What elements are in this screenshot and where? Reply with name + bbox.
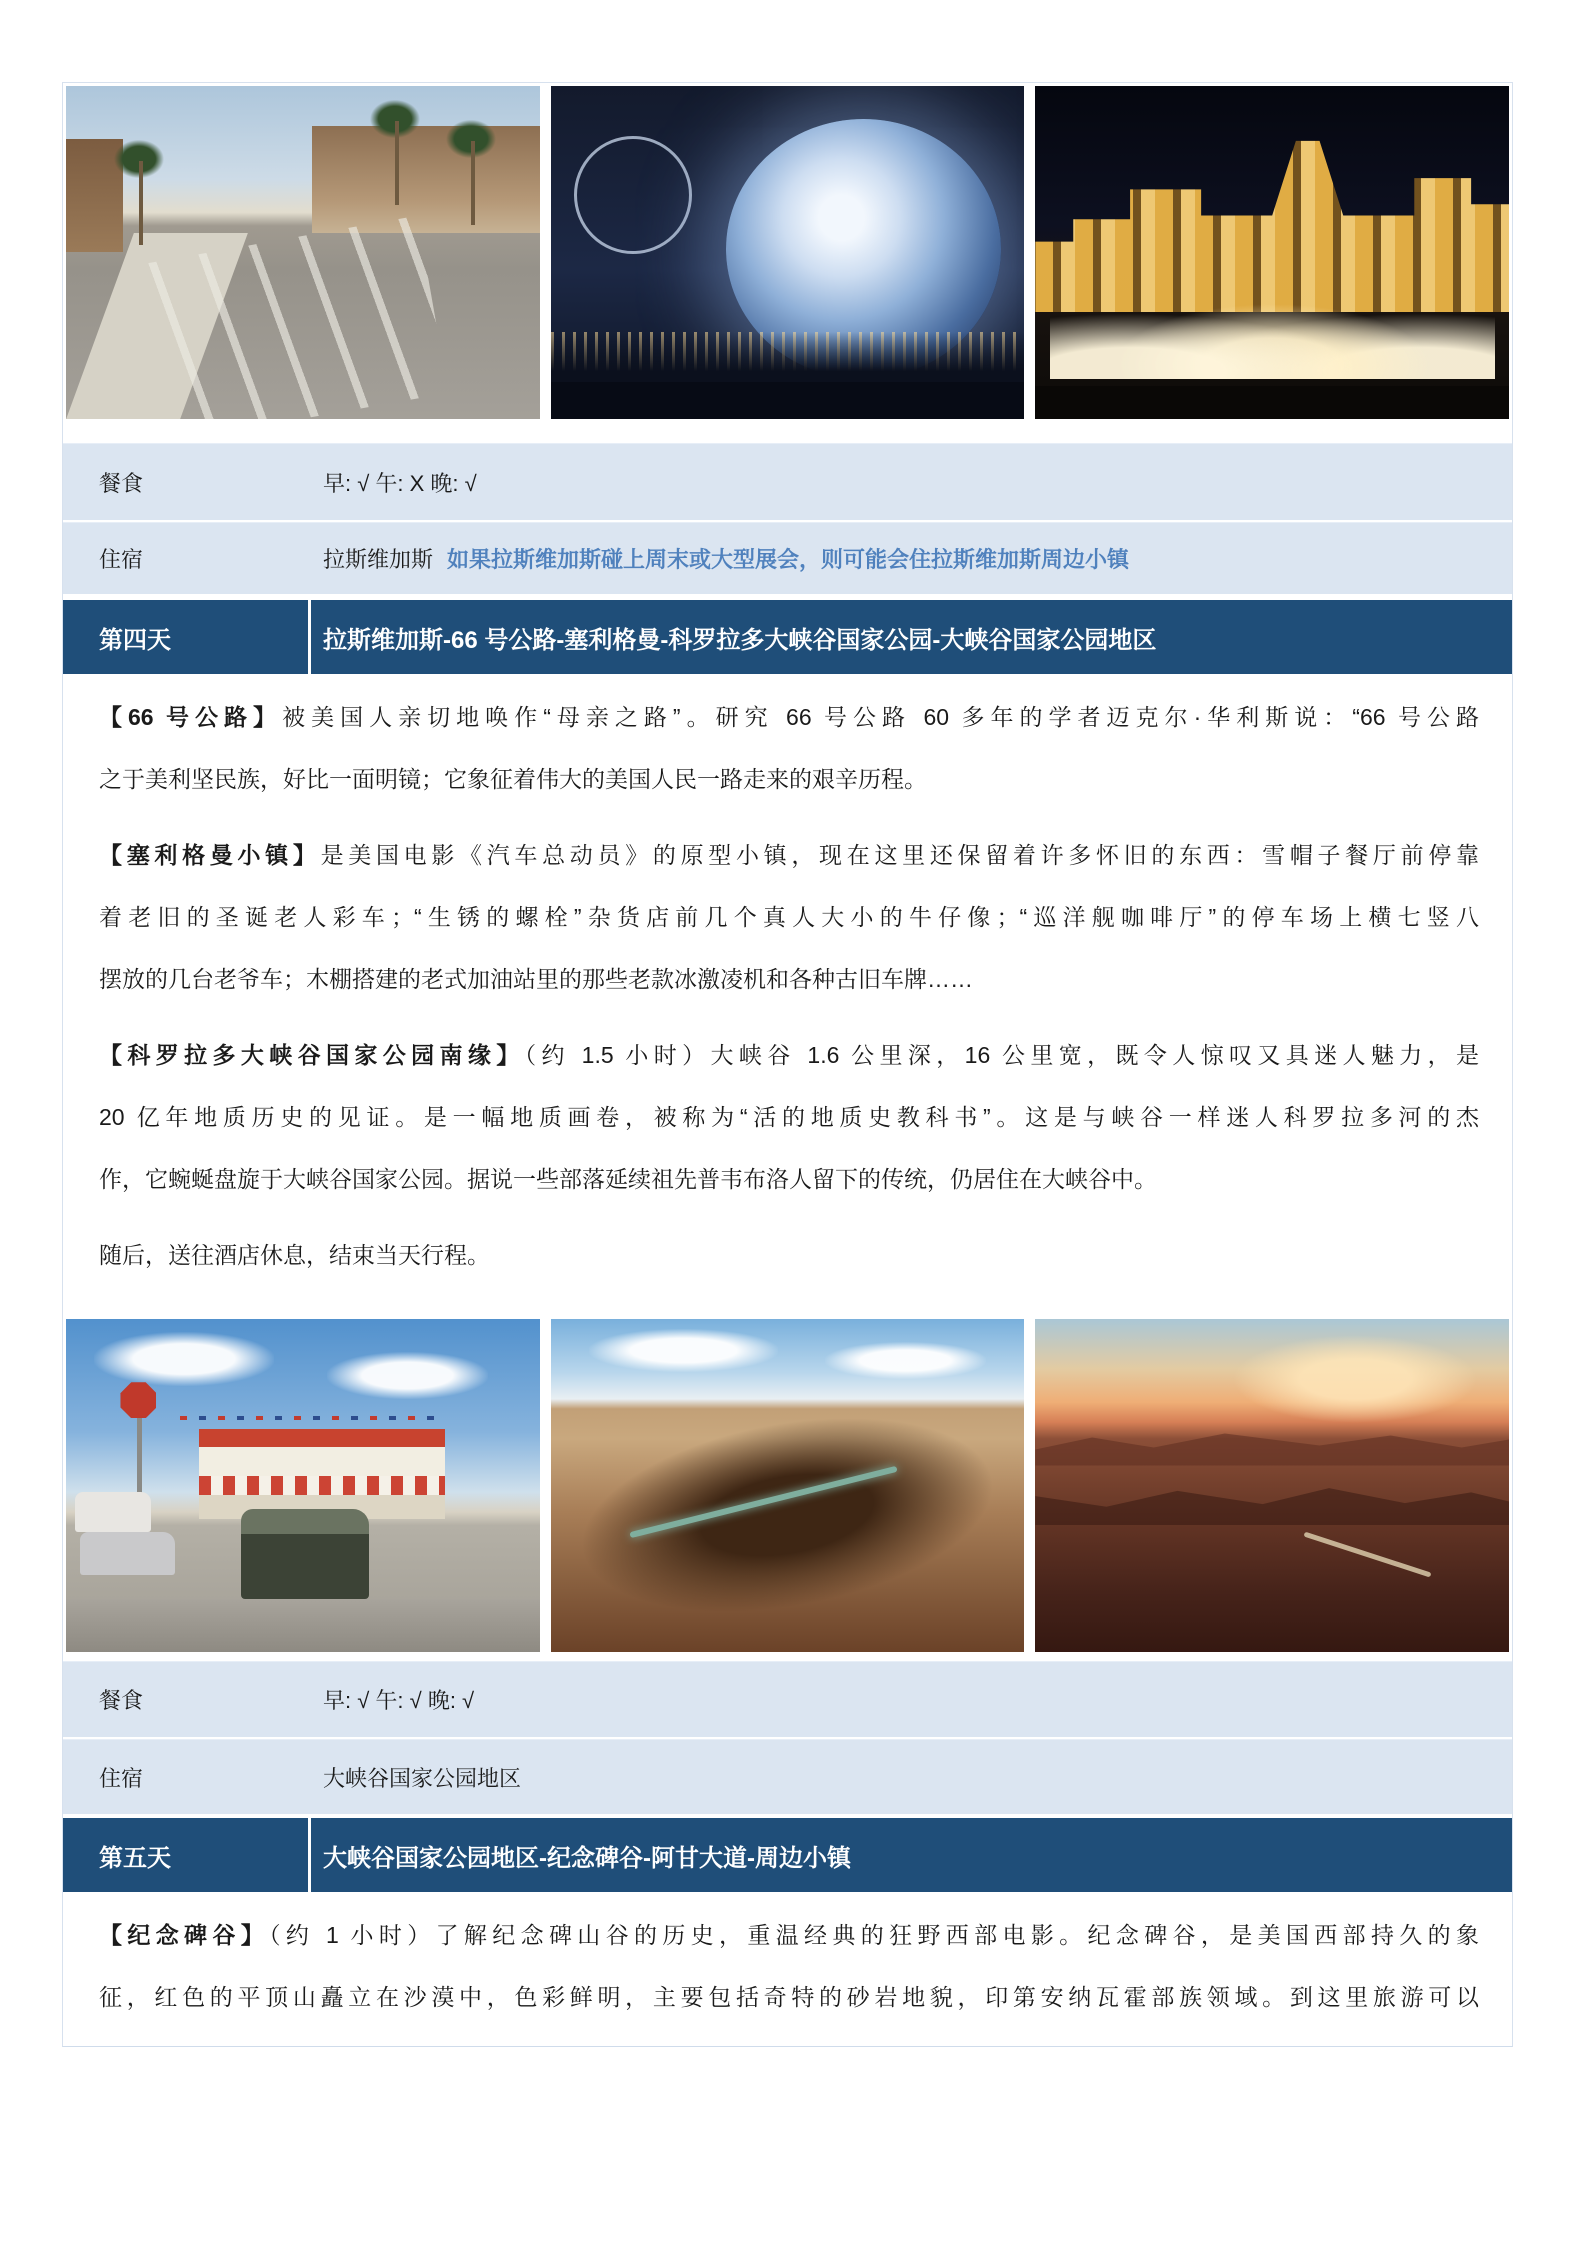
paragraph-line (99, 1148, 1479, 1210)
paragraph-text: 之于美利坚民族，好比一面明镜；它象征着伟大的美国人民一路走来的艰辛历程。 (99, 766, 927, 792)
paragraph-closing (99, 1224, 1479, 1286)
fountains (1050, 279, 1495, 379)
ferris-wheel (574, 136, 692, 254)
parked-car (75, 1492, 151, 1532)
paragraph-line (99, 1966, 1479, 2028)
cloud (327, 1352, 488, 1399)
paragraph-seligman (99, 824, 1479, 1010)
day5-label: 第五天 (63, 1818, 308, 1892)
cloud (825, 1342, 986, 1379)
itinerary-table (62, 82, 1513, 2047)
day4-label: 第四天 (63, 600, 308, 674)
paragraph-grand-canyon (99, 1024, 1479, 1210)
day5-description (63, 1892, 1512, 2046)
paragraph-text: 摆放的几台老爷车；木棚搭建的老式加油站里的那些老款冰激凌机和各种古旧车牌…… (99, 966, 973, 992)
paragraph-line (99, 824, 1479, 886)
meals-label: 餐食 (99, 470, 144, 496)
building-right (312, 126, 539, 233)
skyline-silhouette (551, 382, 1025, 419)
paragraph-line (99, 948, 1479, 1010)
old-truck (241, 1509, 369, 1599)
photo-las-vegas-street (66, 86, 540, 419)
paragraph-monument-valley (99, 1904, 1479, 2028)
meals-label: 餐食 (99, 1688, 144, 1713)
day4-route-title: 拉斯维加斯-66 号公路-塞利格曼-科罗拉多大峡谷国家公园-大峡谷国家公园地区 (311, 600, 1512, 674)
photo-row-las-vegas (63, 83, 1512, 419)
road (66, 1599, 540, 1652)
paragraph-text: （约 1.5 小时）大峡谷 1.6 公里深，16 公里宽，既令人惊叹又具迷人魅力，是 (524, 1042, 1480, 1068)
day5-route-title: 大峡谷国家公园地区-纪念碑谷-阿甘大道-周边小镇 (311, 1818, 1512, 1892)
paragraph-text: 作，它蜿蜒盘旋于大峡谷国家公园。据说一些部落延续祖先普韦布洛人留下的传统，仍居住在大峡谷中。 (99, 1166, 1157, 1192)
sun-glow (1225, 1332, 1486, 1425)
paragraph-line: 随后，送往酒店休息，结束当天行程。 (99, 1242, 490, 1268)
water (1035, 386, 1509, 419)
cloud (94, 1332, 274, 1385)
day3-meals-row (63, 443, 1512, 520)
striped-awning (199, 1476, 445, 1496)
paragraph-text: 着老旧的圣诞老人彩车；“生锈的螺栓”杂货店前几个真人大小的牛仔像；“巡洋舰咖啡厅”的停车场上横七竖八 (99, 904, 1479, 930)
cloud (589, 1329, 778, 1372)
parked-car (80, 1532, 175, 1575)
photo-sphere-night (551, 86, 1025, 419)
day5-header-row (63, 1818, 1512, 1892)
lodging-city: 拉斯维加斯 (323, 547, 434, 572)
day4-lodging-row (63, 1739, 1512, 1814)
day4-description (63, 674, 1512, 1316)
paragraph-heading: 【科罗拉多大峡谷国家公园南缘】 (99, 1042, 525, 1068)
lodging-note: 如果拉斯维加斯碰上周末或大型展会，则可能会住拉斯维加斯周边小镇 (447, 547, 1130, 572)
paragraph-text: （约 1 小时）了解纪念碑山谷的历史，重温经典的狂野西部电影。纪念碑谷，是美国西部持久的象 (269, 1922, 1479, 1948)
palm-tree (445, 119, 497, 159)
paragraph-line (99, 1904, 1479, 1966)
paragraph-route66 (99, 686, 1479, 810)
day4-meals-row (63, 1661, 1512, 1737)
paragraph-text: 征，红色的平顶山矗立在沙漠中，色彩鲜明，主要包括奇特的砂岩地貌，印第安纳瓦霍部族领域。到这里旅游可以 (99, 1984, 1479, 2010)
day3-lodging-row (63, 522, 1512, 594)
palm-tree (113, 139, 165, 179)
paragraph-line (99, 886, 1479, 948)
photo-bellagio-fountains-night (1035, 86, 1509, 419)
photo-row-grand-canyon (63, 1316, 1512, 1652)
paragraph-text: 被美国人亲切地唤作“母亲之路”。研究 66 号公路 60 多年的学者迈克尔·华利斯说：“66 号公路 (282, 704, 1479, 730)
lodging-label: 住宿 (99, 1765, 144, 1791)
palm-tree (369, 99, 421, 139)
photo-grand-canyon-sunset (1035, 1319, 1509, 1652)
paragraph-heading: 【纪念碑谷】 (99, 1922, 270, 1948)
photo-seligman-burger-stand (66, 1319, 540, 1652)
day3-lodging-value (308, 543, 1512, 574)
paragraph-line (99, 1086, 1479, 1148)
paragraph-line (99, 1024, 1479, 1086)
burger-stand (199, 1429, 445, 1519)
lodging-label: 住宿 (99, 547, 144, 572)
day4-header-row (63, 600, 1512, 674)
paragraph-heading: 【66 号公路】 (99, 704, 283, 730)
stop-sign (120, 1382, 156, 1418)
paragraph-text: 是美国电影《汽车总动员》的原型小镇，现在这里还保留着许多怀旧的东西：雪帽子餐厅前停靠 (320, 842, 1480, 868)
photo-grand-canyon-river (551, 1319, 1025, 1652)
paragraph-heading: 【塞利格曼小镇】 (99, 842, 321, 868)
day4-meals-value: 早: √ 午: √ 晚: √ (323, 1688, 475, 1713)
paragraph-text: 20 亿年地质历史的见证。是一幅地质画卷，被称为“活的地质史教科书”。这是与峡谷一样迷人科罗拉多河的杰 (99, 1104, 1479, 1130)
flag-bunting (180, 1416, 445, 1420)
day3-meals-value: 早: √ 午: X 晚: √ (323, 470, 477, 496)
paragraph-line (99, 748, 1479, 810)
day4-lodging-value: 大峡谷国家公园地区 (323, 1765, 522, 1791)
paragraph-line (99, 686, 1479, 748)
